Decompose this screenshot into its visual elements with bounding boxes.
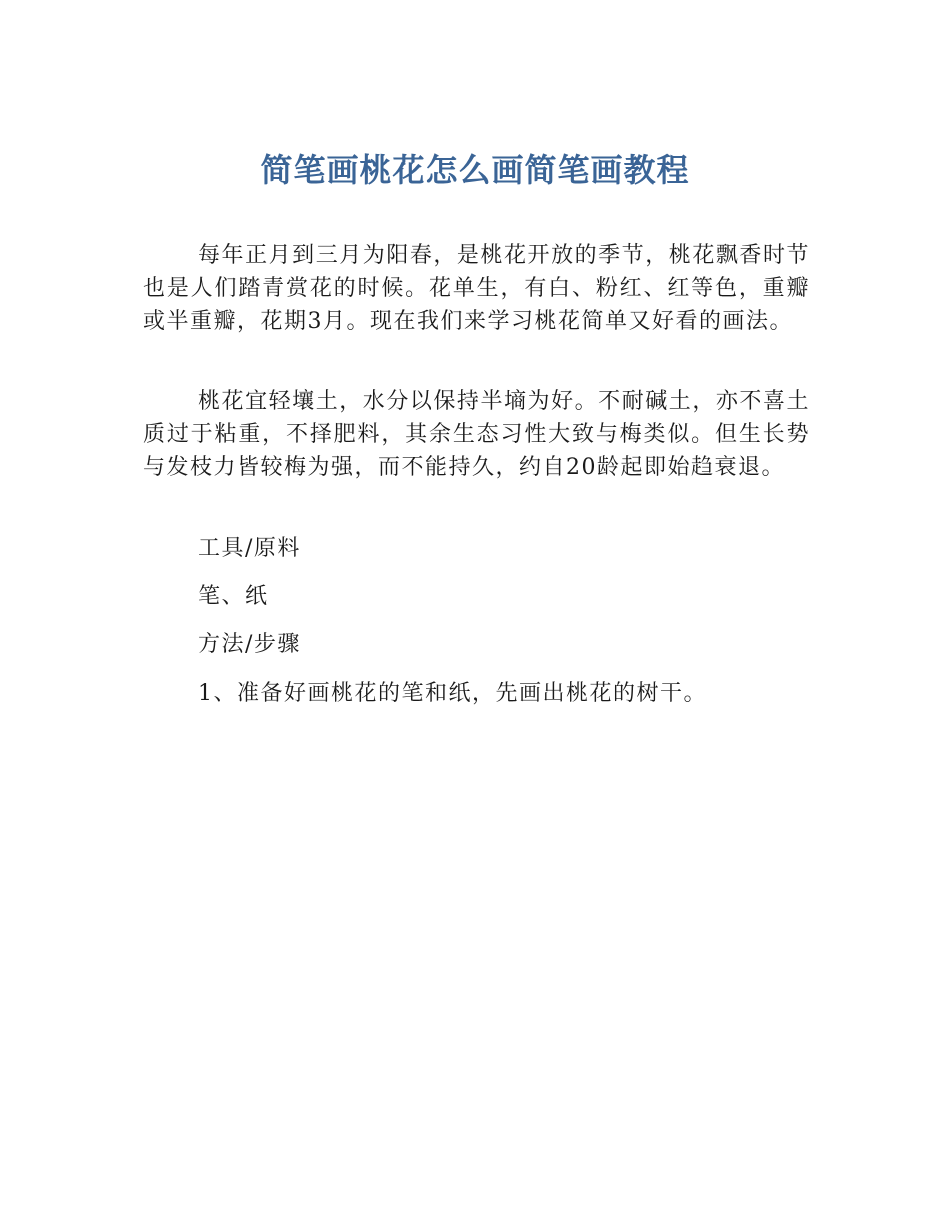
paragraph-text: 每年正月到三月为阳春，是桃花开放的季节，桃花飘香时节也是人们踏青赏花的时候。花单生，有白、粉红、红等色，重瓣或半重瓣，花期3月。现在我们来学习桃花简单又好看的画法。	[143, 243, 810, 334]
method-heading: 方法/步骤	[198, 632, 301, 657]
intro-paragraph	[143, 239, 810, 338]
step-item: 1、准备好画桃花的笔和纸，先画出桃花的树干。	[198, 681, 707, 706]
tools-heading: 工具/原料	[198, 536, 301, 561]
document-title: 简笔画桃花怎么画简笔画教程	[260, 151, 690, 189]
paragraph-text: 桃花宜轻壤土，水分以保持半墒为好。不耐碱土，亦不喜土质过于粘重，不择肥料，其余生态习性大致与梅类似。但生长势与发枝力皆较梅为强，而不能持久，约自20龄起即始趋衰退。	[143, 389, 810, 480]
tools-list: 笔、纸	[198, 584, 269, 609]
growth-paragraph	[143, 385, 810, 484]
